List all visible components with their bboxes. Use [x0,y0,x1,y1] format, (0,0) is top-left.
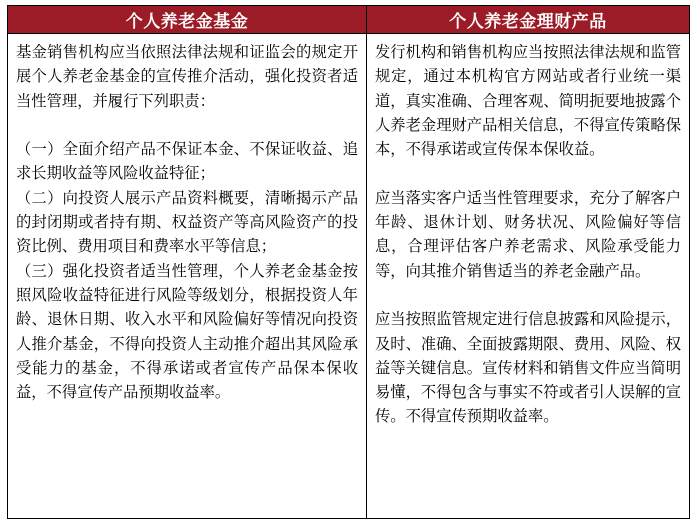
left-item-2: （二）向投资人展示产品资料概要，清晰揭示产品的封闭期或者持有期、权益资产等高风险资产的投资比例、费用项目和费率水平等信息； [16,188,358,256]
left-intro: 基金销售机构应当依照法律法规和证监会的规定开展个人养老金基金的宣传推介活动，强化投资者适当性管理，并履行下列职责： [16,43,358,110]
right-para-3: 应当按照监管规定进行信息披露和风险提示，及时、准确、全面披露期限、费用、风险、权益等关键信息。宣传材料和销售文件应当简明易懂，不得包含与事实不符或者引人误解的宣传。不得宣传预期收益率。 [375,310,681,426]
right-para-2: 应当落实客户适当性管理要求，充分了解客户年龄、退休计划、财务状况、风险偏好等信息，合理评估客户养老需求、风险承受能力等，向其推介销售适当的养老金融产品。 [375,188,681,280]
header-pension-fund: 个人养老金基金 [8,6,367,33]
left-item-1: （一）全面介绍产品不保证本金、不保证收益、追求长期收益等风险收益特征； [16,140,358,183]
left-item-3: （三）强化投资者适当性管理，个人养老金基金按照风险收益特征进行风险等级划分，根据投资人年龄、退休日期、收入水平和风险偏好等情况向投资人推介基金，不得向投资人主动推介超出其风险承受能力的基金，不得承诺或者宣传产品保本保收益，不得宣传产品预期收益率。 [16,261,358,402]
right-para-1: 发行机构和销售机构应当按照法律法规和监管规定，通过本机构官方网站或者行业统一渠道，真实准确、合理客观、简明扼要地披露个人养老金理财产品相关信息，不得宣传策略保本，不得承诺或宣传保本保收益。 [375,43,681,159]
spacer [16,113,358,137]
cell-pension-fund [8,33,367,518]
comparison-table [7,5,690,519]
header-pension-wealth-product: 个人养老金理财产品 [367,6,689,33]
cell-pension-wealth-product [367,33,689,518]
spacer [375,161,681,185]
spacer [375,283,681,307]
